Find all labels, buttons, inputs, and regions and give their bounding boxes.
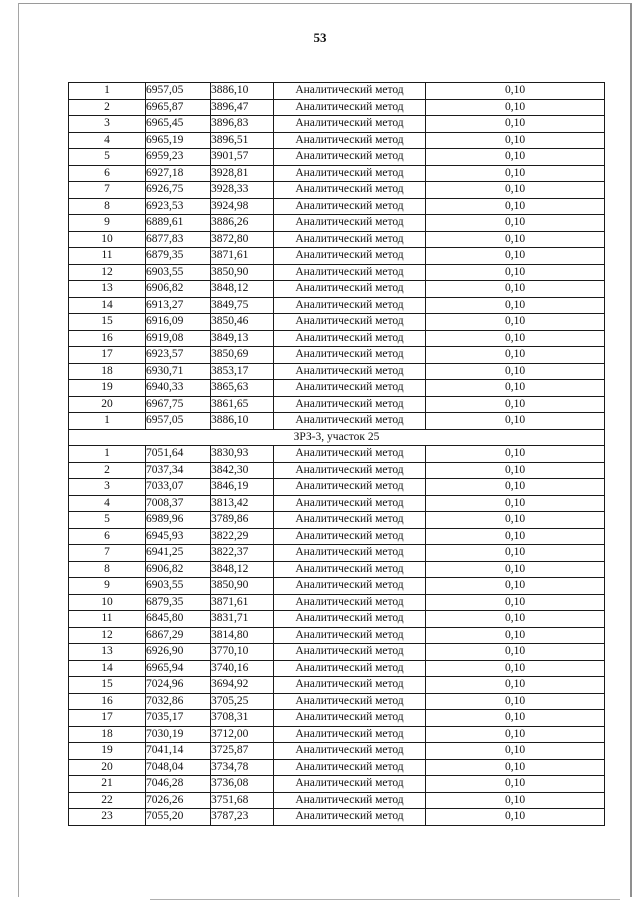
x-coordinate-cell: 6923,57 — [146, 347, 211, 364]
y-coordinate-cell: 3770,10 — [211, 644, 274, 661]
y-coordinate-cell: 3853,17 — [211, 363, 274, 380]
method-cell: Аналитический метод — [274, 215, 426, 232]
y-coordinate-cell: 3705,25 — [211, 693, 274, 710]
y-coordinate-cell: 3848,12 — [211, 561, 274, 578]
accuracy-cell: 0,10 — [426, 231, 605, 248]
point-number-cell: 5 — [69, 149, 146, 166]
method-cell: Аналитический метод — [274, 792, 426, 809]
method-cell: Аналитический метод — [274, 495, 426, 512]
point-number-cell: 3 — [69, 116, 146, 133]
point-number-cell: 19 — [69, 380, 146, 397]
method-cell: Аналитический метод — [274, 182, 426, 199]
table-row — [69, 627, 605, 644]
accuracy-cell: 0,10 — [426, 660, 605, 677]
y-coordinate-cell: 3849,75 — [211, 297, 274, 314]
table-row — [69, 644, 605, 661]
accuracy-cell: 0,10 — [426, 644, 605, 661]
x-coordinate-cell: 6930,71 — [146, 363, 211, 380]
point-number-cell: 19 — [69, 743, 146, 760]
y-coordinate-cell: 3896,47 — [211, 99, 274, 116]
table-row — [69, 545, 605, 562]
table-row — [69, 462, 605, 479]
point-number-cell: 10 — [69, 231, 146, 248]
method-cell: Аналитический метод — [274, 264, 426, 281]
point-number-cell: 11 — [69, 248, 146, 265]
method-cell: Аналитический метод — [274, 776, 426, 793]
point-number-cell: 2 — [69, 99, 146, 116]
accuracy-cell: 0,10 — [426, 347, 605, 364]
point-number-cell: 18 — [69, 726, 146, 743]
x-coordinate-cell: 6926,90 — [146, 644, 211, 661]
method-cell: Аналитический метод — [274, 413, 426, 430]
x-coordinate-cell: 7051,64 — [146, 446, 211, 463]
method-cell: Аналитический метод — [274, 512, 426, 529]
x-coordinate-cell: 6927,18 — [146, 165, 211, 182]
accuracy-cell: 0,10 — [426, 330, 605, 347]
table-row — [69, 677, 605, 694]
method-cell: Аналитический метод — [274, 396, 426, 413]
table-row — [69, 446, 605, 463]
x-coordinate-cell: 6879,35 — [146, 594, 211, 611]
y-coordinate-cell: 3712,00 — [211, 726, 274, 743]
table-row — [69, 660, 605, 677]
accuracy-cell: 0,10 — [426, 413, 605, 430]
table-row — [69, 809, 605, 826]
point-number-cell: 6 — [69, 528, 146, 545]
method-cell: Аналитический метод — [274, 809, 426, 826]
point-number-cell: 11 — [69, 611, 146, 628]
y-coordinate-cell: 3850,90 — [211, 264, 274, 281]
method-cell: Аналитический метод — [274, 462, 426, 479]
scan-edge-bottom — [150, 899, 620, 900]
x-coordinate-cell: 6965,19 — [146, 132, 211, 149]
table-row — [69, 215, 605, 232]
method-cell: Аналитический метод — [274, 710, 426, 727]
accuracy-cell: 0,10 — [426, 215, 605, 232]
accuracy-cell: 0,10 — [426, 545, 605, 562]
x-coordinate-cell: 6957,05 — [146, 413, 211, 430]
scan-edge-right — [630, 3, 632, 897]
accuracy-cell: 0,10 — [426, 248, 605, 265]
method-cell: Аналитический метод — [274, 149, 426, 166]
point-number-cell: 14 — [69, 297, 146, 314]
accuracy-cell: 0,10 — [426, 743, 605, 760]
x-coordinate-cell: 7026,26 — [146, 792, 211, 809]
y-coordinate-cell: 3850,90 — [211, 578, 274, 595]
method-cell: Аналитический метод — [274, 231, 426, 248]
x-coordinate-cell: 7030,19 — [146, 726, 211, 743]
table-row — [69, 528, 605, 545]
point-number-cell: 7 — [69, 182, 146, 199]
x-coordinate-cell: 6941,25 — [146, 545, 211, 562]
y-coordinate-cell: 3849,13 — [211, 330, 274, 347]
x-coordinate-cell: 6867,29 — [146, 627, 211, 644]
y-coordinate-cell: 3886,10 — [211, 83, 274, 100]
point-number-cell: 8 — [69, 561, 146, 578]
point-number-cell: 9 — [69, 578, 146, 595]
table-row — [69, 693, 605, 710]
y-coordinate-cell: 3872,80 — [211, 231, 274, 248]
accuracy-cell: 0,10 — [426, 99, 605, 116]
scan-edge-left — [18, 3, 19, 897]
x-coordinate-cell: 7035,17 — [146, 710, 211, 727]
x-coordinate-cell: 6903,55 — [146, 578, 211, 595]
method-cell: Аналитический метод — [274, 446, 426, 463]
table-row — [69, 495, 605, 512]
x-coordinate-cell: 6889,61 — [146, 215, 211, 232]
accuracy-cell: 0,10 — [426, 726, 605, 743]
table-row — [69, 116, 605, 133]
y-coordinate-cell: 3822,37 — [211, 545, 274, 562]
point-number-cell: 12 — [69, 264, 146, 281]
x-coordinate-cell: 6913,27 — [146, 297, 211, 314]
method-cell: Аналитический метод — [274, 363, 426, 380]
x-coordinate-cell: 6965,45 — [146, 116, 211, 133]
x-coordinate-cell: 6845,80 — [146, 611, 211, 628]
point-number-cell: 5 — [69, 512, 146, 529]
method-cell: Аналитический метод — [274, 132, 426, 149]
y-coordinate-cell: 3896,83 — [211, 116, 274, 133]
y-coordinate-cell: 3740,16 — [211, 660, 274, 677]
method-cell: Аналитический метод — [274, 627, 426, 644]
method-cell: Аналитический метод — [274, 165, 426, 182]
accuracy-cell: 0,10 — [426, 809, 605, 826]
point-number-cell: 20 — [69, 396, 146, 413]
x-coordinate-cell: 6919,08 — [146, 330, 211, 347]
table-row — [69, 578, 605, 595]
y-coordinate-cell: 3734,78 — [211, 759, 274, 776]
x-coordinate-cell: 7033,07 — [146, 479, 211, 496]
accuracy-cell: 0,10 — [426, 132, 605, 149]
x-coordinate-cell: 6916,09 — [146, 314, 211, 331]
point-number-cell: 1 — [69, 446, 146, 463]
y-coordinate-cell: 3736,08 — [211, 776, 274, 793]
x-coordinate-cell: 6879,35 — [146, 248, 211, 265]
x-coordinate-cell: 6906,82 — [146, 561, 211, 578]
method-cell: Аналитический метод — [274, 743, 426, 760]
y-coordinate-cell: 3822,29 — [211, 528, 274, 545]
point-number-cell: 22 — [69, 792, 146, 809]
y-coordinate-cell: 3928,33 — [211, 182, 274, 199]
page-number: 53 — [313, 30, 327, 45]
method-cell: Аналитический метод — [274, 99, 426, 116]
accuracy-cell: 0,10 — [426, 479, 605, 496]
accuracy-cell: 0,10 — [426, 314, 605, 331]
x-coordinate-cell: 6923,53 — [146, 198, 211, 215]
y-coordinate-cell: 3787,23 — [211, 809, 274, 826]
point-number-cell: 13 — [69, 281, 146, 298]
method-cell: Аналитический метод — [274, 314, 426, 331]
table-row — [69, 314, 605, 331]
x-coordinate-cell: 7041,14 — [146, 743, 211, 760]
accuracy-cell: 0,10 — [426, 677, 605, 694]
table-row — [69, 380, 605, 397]
y-coordinate-cell: 3924,98 — [211, 198, 274, 215]
x-coordinate-cell: 6965,94 — [146, 660, 211, 677]
point-number-cell: 4 — [69, 132, 146, 149]
x-coordinate-cell: 7032,86 — [146, 693, 211, 710]
method-cell: Аналитический метод — [274, 561, 426, 578]
x-coordinate-cell: 6906,82 — [146, 281, 211, 298]
point-number-cell: 9 — [69, 215, 146, 232]
y-coordinate-cell: 3850,46 — [211, 314, 274, 331]
point-number-cell: 10 — [69, 594, 146, 611]
table-row — [69, 297, 605, 314]
x-coordinate-cell: 6903,55 — [146, 264, 211, 281]
y-coordinate-cell: 3886,26 — [211, 215, 274, 232]
accuracy-cell: 0,10 — [426, 462, 605, 479]
accuracy-cell: 0,10 — [426, 594, 605, 611]
accuracy-cell: 0,10 — [426, 149, 605, 166]
table-row — [69, 198, 605, 215]
y-coordinate-cell: 3896,51 — [211, 132, 274, 149]
method-cell: Аналитический метод — [274, 380, 426, 397]
point-number-cell: 4 — [69, 495, 146, 512]
point-number-cell: 6 — [69, 165, 146, 182]
table-row — [69, 83, 605, 100]
point-number-cell: 16 — [69, 330, 146, 347]
accuracy-cell: 0,10 — [426, 83, 605, 100]
method-cell: Аналитический метод — [274, 297, 426, 314]
y-coordinate-cell: 3928,81 — [211, 165, 274, 182]
y-coordinate-cell: 3814,80 — [211, 627, 274, 644]
point-number-cell: 17 — [69, 347, 146, 364]
y-coordinate-cell: 3871,61 — [211, 594, 274, 611]
table-row — [69, 330, 605, 347]
method-cell: Аналитический метод — [274, 330, 426, 347]
x-coordinate-cell: 6989,96 — [146, 512, 211, 529]
table-row — [69, 281, 605, 298]
method-cell: Аналитический метод — [274, 83, 426, 100]
method-cell: Аналитический метод — [274, 198, 426, 215]
point-number-cell: 15 — [69, 314, 146, 331]
accuracy-cell: 0,10 — [426, 363, 605, 380]
table-row — [69, 792, 605, 809]
y-coordinate-cell: 3886,10 — [211, 413, 274, 430]
accuracy-cell: 0,10 — [426, 116, 605, 133]
accuracy-cell: 0,10 — [426, 297, 605, 314]
table-row — [69, 248, 605, 265]
x-coordinate-cell: 6926,75 — [146, 182, 211, 199]
x-coordinate-cell: 7046,28 — [146, 776, 211, 793]
table-row — [69, 132, 605, 149]
section-header-row — [69, 429, 605, 446]
x-coordinate-cell: 6965,87 — [146, 99, 211, 116]
method-cell: Аналитический метод — [274, 759, 426, 776]
method-cell: Аналитический метод — [274, 644, 426, 661]
point-number-cell: 13 — [69, 644, 146, 661]
accuracy-cell: 0,10 — [426, 281, 605, 298]
y-coordinate-cell: 3831,71 — [211, 611, 274, 628]
section-title: ЗРЗ-3, участок 25 — [69, 429, 605, 446]
y-coordinate-cell: 3694,92 — [211, 677, 274, 694]
method-cell: Аналитический метод — [274, 726, 426, 743]
x-coordinate-cell: 7055,20 — [146, 809, 211, 826]
method-cell: Аналитический метод — [274, 281, 426, 298]
table-row — [69, 413, 605, 430]
method-cell: Аналитический метод — [274, 611, 426, 628]
accuracy-cell: 0,10 — [426, 264, 605, 281]
accuracy-cell: 0,10 — [426, 165, 605, 182]
x-coordinate-cell: 6967,75 — [146, 396, 211, 413]
method-cell: Аналитический метод — [274, 116, 426, 133]
table-row — [69, 594, 605, 611]
x-coordinate-cell: 6945,93 — [146, 528, 211, 545]
point-number-cell: 16 — [69, 693, 146, 710]
table-row — [69, 347, 605, 364]
point-number-cell: 15 — [69, 677, 146, 694]
accuracy-cell: 0,10 — [426, 528, 605, 545]
table-row — [69, 149, 605, 166]
table-row — [69, 396, 605, 413]
point-number-cell: 8 — [69, 198, 146, 215]
table-row — [69, 710, 605, 727]
x-coordinate-cell: 6877,83 — [146, 231, 211, 248]
accuracy-cell: 0,10 — [426, 792, 605, 809]
point-number-cell: 23 — [69, 809, 146, 826]
x-coordinate-cell: 7037,34 — [146, 462, 211, 479]
accuracy-cell: 0,10 — [426, 561, 605, 578]
y-coordinate-cell: 3865,63 — [211, 380, 274, 397]
x-coordinate-cell: 7008,37 — [146, 495, 211, 512]
y-coordinate-cell: 3861,65 — [211, 396, 274, 413]
table-row — [69, 182, 605, 199]
point-number-cell: 18 — [69, 363, 146, 380]
point-number-cell: 1 — [69, 413, 146, 430]
accuracy-cell: 0,10 — [426, 512, 605, 529]
accuracy-cell: 0,10 — [426, 693, 605, 710]
point-number-cell: 17 — [69, 710, 146, 727]
accuracy-cell: 0,10 — [426, 446, 605, 463]
table-row — [69, 231, 605, 248]
table-row — [69, 165, 605, 182]
y-coordinate-cell: 3901,57 — [211, 149, 274, 166]
method-cell: Аналитический метод — [274, 528, 426, 545]
y-coordinate-cell: 3751,68 — [211, 792, 274, 809]
table-row — [69, 561, 605, 578]
coordinates-table-body — [69, 83, 605, 826]
y-coordinate-cell: 3830,93 — [211, 446, 274, 463]
method-cell: Аналитический метод — [274, 677, 426, 694]
accuracy-cell: 0,10 — [426, 396, 605, 413]
table-row — [69, 759, 605, 776]
method-cell: Аналитический метод — [274, 545, 426, 562]
scan-edge-top — [18, 3, 630, 4]
accuracy-cell: 0,10 — [426, 627, 605, 644]
y-coordinate-cell: 3789,86 — [211, 512, 274, 529]
table-row — [69, 512, 605, 529]
y-coordinate-cell: 3846,19 — [211, 479, 274, 496]
accuracy-cell: 0,10 — [426, 759, 605, 776]
table-row — [69, 726, 605, 743]
x-coordinate-cell: 7048,04 — [146, 759, 211, 776]
y-coordinate-cell: 3871,61 — [211, 248, 274, 265]
x-coordinate-cell: 6959,23 — [146, 149, 211, 166]
y-coordinate-cell: 3848,12 — [211, 281, 274, 298]
table-row — [69, 264, 605, 281]
accuracy-cell: 0,10 — [426, 578, 605, 595]
point-number-cell: 2 — [69, 462, 146, 479]
method-cell: Аналитический метод — [274, 248, 426, 265]
accuracy-cell: 0,10 — [426, 776, 605, 793]
x-coordinate-cell: 7024,96 — [146, 677, 211, 694]
point-number-cell: 21 — [69, 776, 146, 793]
point-number-cell: 3 — [69, 479, 146, 496]
point-number-cell: 1 — [69, 83, 146, 100]
method-cell: Аналитический метод — [274, 479, 426, 496]
table-row — [69, 99, 605, 116]
point-number-cell: 20 — [69, 759, 146, 776]
accuracy-cell: 0,10 — [426, 182, 605, 199]
y-coordinate-cell: 3725,87 — [211, 743, 274, 760]
table-row — [69, 776, 605, 793]
accuracy-cell: 0,10 — [426, 495, 605, 512]
y-coordinate-cell: 3842,30 — [211, 462, 274, 479]
point-number-cell: 14 — [69, 660, 146, 677]
accuracy-cell: 0,10 — [426, 611, 605, 628]
y-coordinate-cell: 3850,69 — [211, 347, 274, 364]
table-row — [69, 363, 605, 380]
method-cell: Аналитический метод — [274, 594, 426, 611]
x-coordinate-cell: 6957,05 — [146, 83, 211, 100]
table-row — [69, 743, 605, 760]
y-coordinate-cell: 3813,42 — [211, 495, 274, 512]
y-coordinate-cell: 3708,31 — [211, 710, 274, 727]
point-number-cell: 7 — [69, 545, 146, 562]
method-cell: Аналитический метод — [274, 693, 426, 710]
method-cell: Аналитический метод — [274, 347, 426, 364]
coordinates-table — [68, 82, 605, 826]
x-coordinate-cell: 6940,33 — [146, 380, 211, 397]
accuracy-cell: 0,10 — [426, 710, 605, 727]
accuracy-cell: 0,10 — [426, 198, 605, 215]
table-row — [69, 479, 605, 496]
method-cell: Аналитический метод — [274, 660, 426, 677]
accuracy-cell: 0,10 — [426, 380, 605, 397]
point-number-cell: 12 — [69, 627, 146, 644]
table-row — [69, 611, 605, 628]
method-cell: Аналитический метод — [274, 578, 426, 595]
